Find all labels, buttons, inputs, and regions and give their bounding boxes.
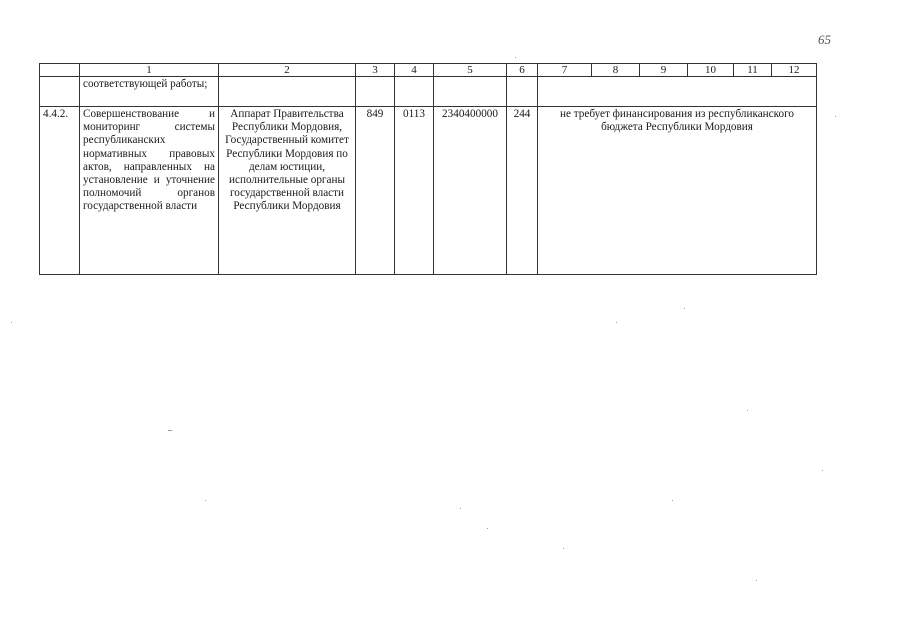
column-number-cell: 2 (219, 64, 356, 77)
row-number-cell: 4.4.2. (40, 107, 80, 275)
scan-speck (11, 322, 12, 323)
code-cell-4: 0113 (395, 107, 434, 275)
empty-cell (219, 77, 356, 107)
scan-speck (563, 548, 564, 549)
scan-speck (756, 580, 757, 581)
continuation-row (40, 77, 817, 107)
scan-speck (205, 500, 206, 501)
column-number-row (40, 64, 817, 77)
column-number-cell: 10 (688, 64, 734, 77)
empty-cell (434, 77, 507, 107)
funding-note-cell: не требует финансирования из республиканского бюджета Республики Мордовия (538, 107, 817, 275)
column-number-cell: 6 (507, 64, 538, 77)
column-number-cell: 1 (80, 64, 219, 77)
column-number-cell: 7 (538, 64, 592, 77)
empty-merged-cell (538, 77, 817, 107)
empty-cell (395, 77, 434, 107)
scan-speck (835, 116, 836, 117)
empty-cell (356, 77, 395, 107)
scan-speck (487, 528, 488, 529)
empty-cell (40, 77, 80, 107)
code-cell-5: 2340400000 (434, 107, 507, 275)
column-number-cell: 5 (434, 64, 507, 77)
scan-speck (515, 57, 516, 58)
scan-speck (684, 308, 685, 309)
column-number-cell-0 (40, 64, 80, 77)
executor-cell: Аппарат Правительства Республики Мордовия, Государственный комитет Республики Мордовия по делам юстиции, исполнительные органы государственной власти Республики Мордовия (219, 107, 356, 275)
column-number-cell: 9 (640, 64, 688, 77)
column-number-cell: 12 (772, 64, 817, 77)
table-row (40, 107, 817, 275)
continuation-description-cell: соответствующей работы; (80, 77, 219, 107)
measure-description-cell: Совершенствование и мониторинг системы республиканских нормативных правовых актов, направленных на установление и уточнение полномочий органов государственной власти (80, 107, 219, 275)
code-cell-3: 849 (356, 107, 395, 275)
scan-speck (168, 430, 172, 431)
program-measures-table (39, 63, 817, 275)
scan-speck (616, 322, 617, 323)
page-number: 65 (818, 32, 831, 47)
scan-speck (822, 470, 823, 471)
code-cell-6: 244 (507, 107, 538, 275)
scan-speck (672, 500, 673, 501)
column-number-cell: 8 (592, 64, 640, 77)
scan-speck (460, 508, 461, 509)
column-number-cell: 11 (734, 64, 772, 77)
empty-cell (507, 77, 538, 107)
scan-speck (747, 410, 748, 411)
column-number-cell: 4 (395, 64, 434, 77)
column-number-cell: 3 (356, 64, 395, 77)
